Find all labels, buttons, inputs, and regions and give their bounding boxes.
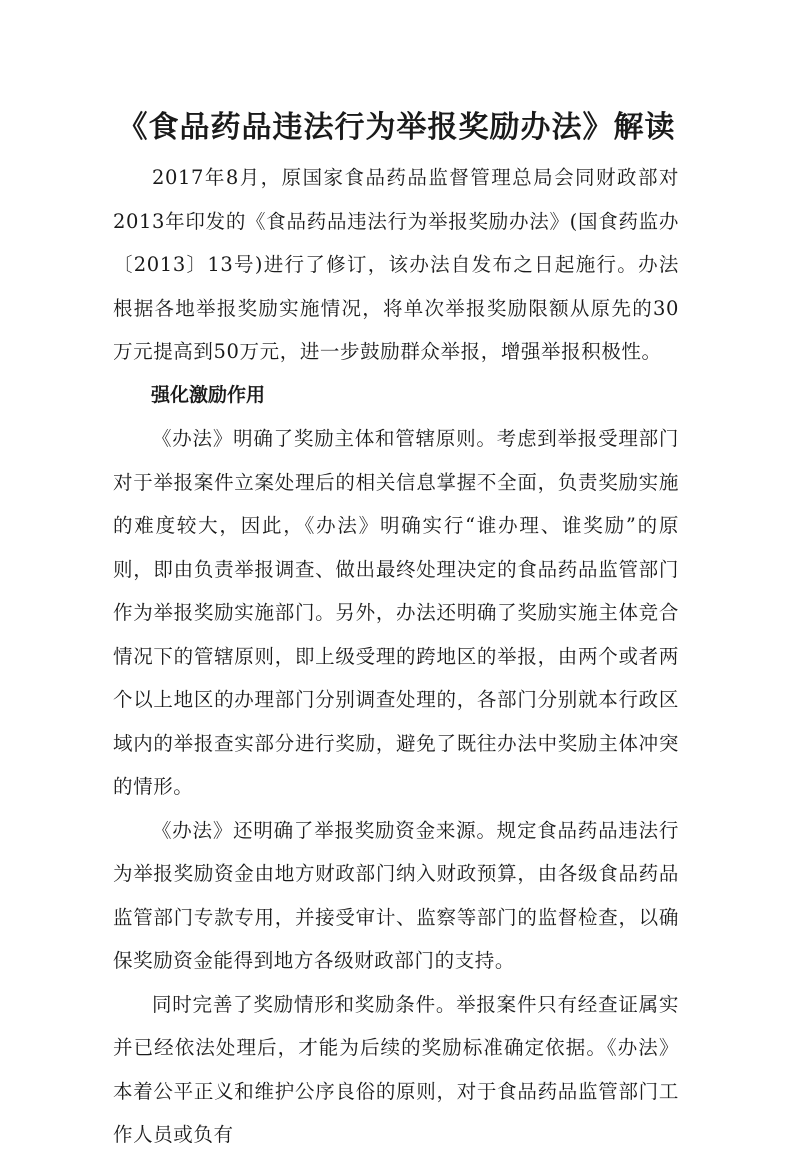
section-heading: 强化激励作用 xyxy=(151,383,266,406)
body-paragraph-1: 《办法》明确了奖励主体和管辖原则。考虑到举报受理部门对于举报案件立案处理后的相关信息掌握不全面，负责奖励实施的难度较大，因此，《办法》明确实行“谁办理、谁奖励”的原则，即由负责举报调查、做出最终处理决定的食品药品监管部门作为举报奖励实施部门。另外，办法还明确了奖励实施主体竞合情况下的管辖原则，即上级受理的跨地区的举报，由两个或者两个以上地区的办理部门分别调查处理的，各部门分别就本行政区域内的举报查实部分进行奖励，避免了既往办法中奖励主体冲突的情形。 xyxy=(113,427,679,798)
body-paragraph-2: 《办法》还明确了举报奖励资金来源。规定食品药品违法行为举报奖励资金由地方财政部门纳入财政预算，由各级食品药品监管部门专款专用，并接受审计、监察等部门的监督检查，以确保奖励资金能得到地方各级财政部门的支持。 xyxy=(113,818,679,972)
document-body xyxy=(113,156,679,1157)
body-paragraph-3: 同时完善了奖励情形和奖励条件。举报案件只有经查证属实并已经依法处理后，才能为后续的奖励标准确定依据。《办法》本着公平正义和维护公序良俗的原则，对于食品药品监管部门工作人员或负有 xyxy=(113,992,679,1146)
intro-paragraph: 2017年8月，原国家食品药品监督管理总局会同财政部对2013年印发的《食品药品违法行为举报奖励办法》(国食药监办〔2013〕13号)进行了修订，该办法自发布之日起施行。办法根据各地举报奖励实施情况，将单次举报奖励限额从原先的30万元提高到50万元，进一步鼓励群众举报，增强举报积极性。 xyxy=(113,166,679,363)
document-title: 《食品药品违法行为举报奖励办法》解读 xyxy=(117,110,676,145)
